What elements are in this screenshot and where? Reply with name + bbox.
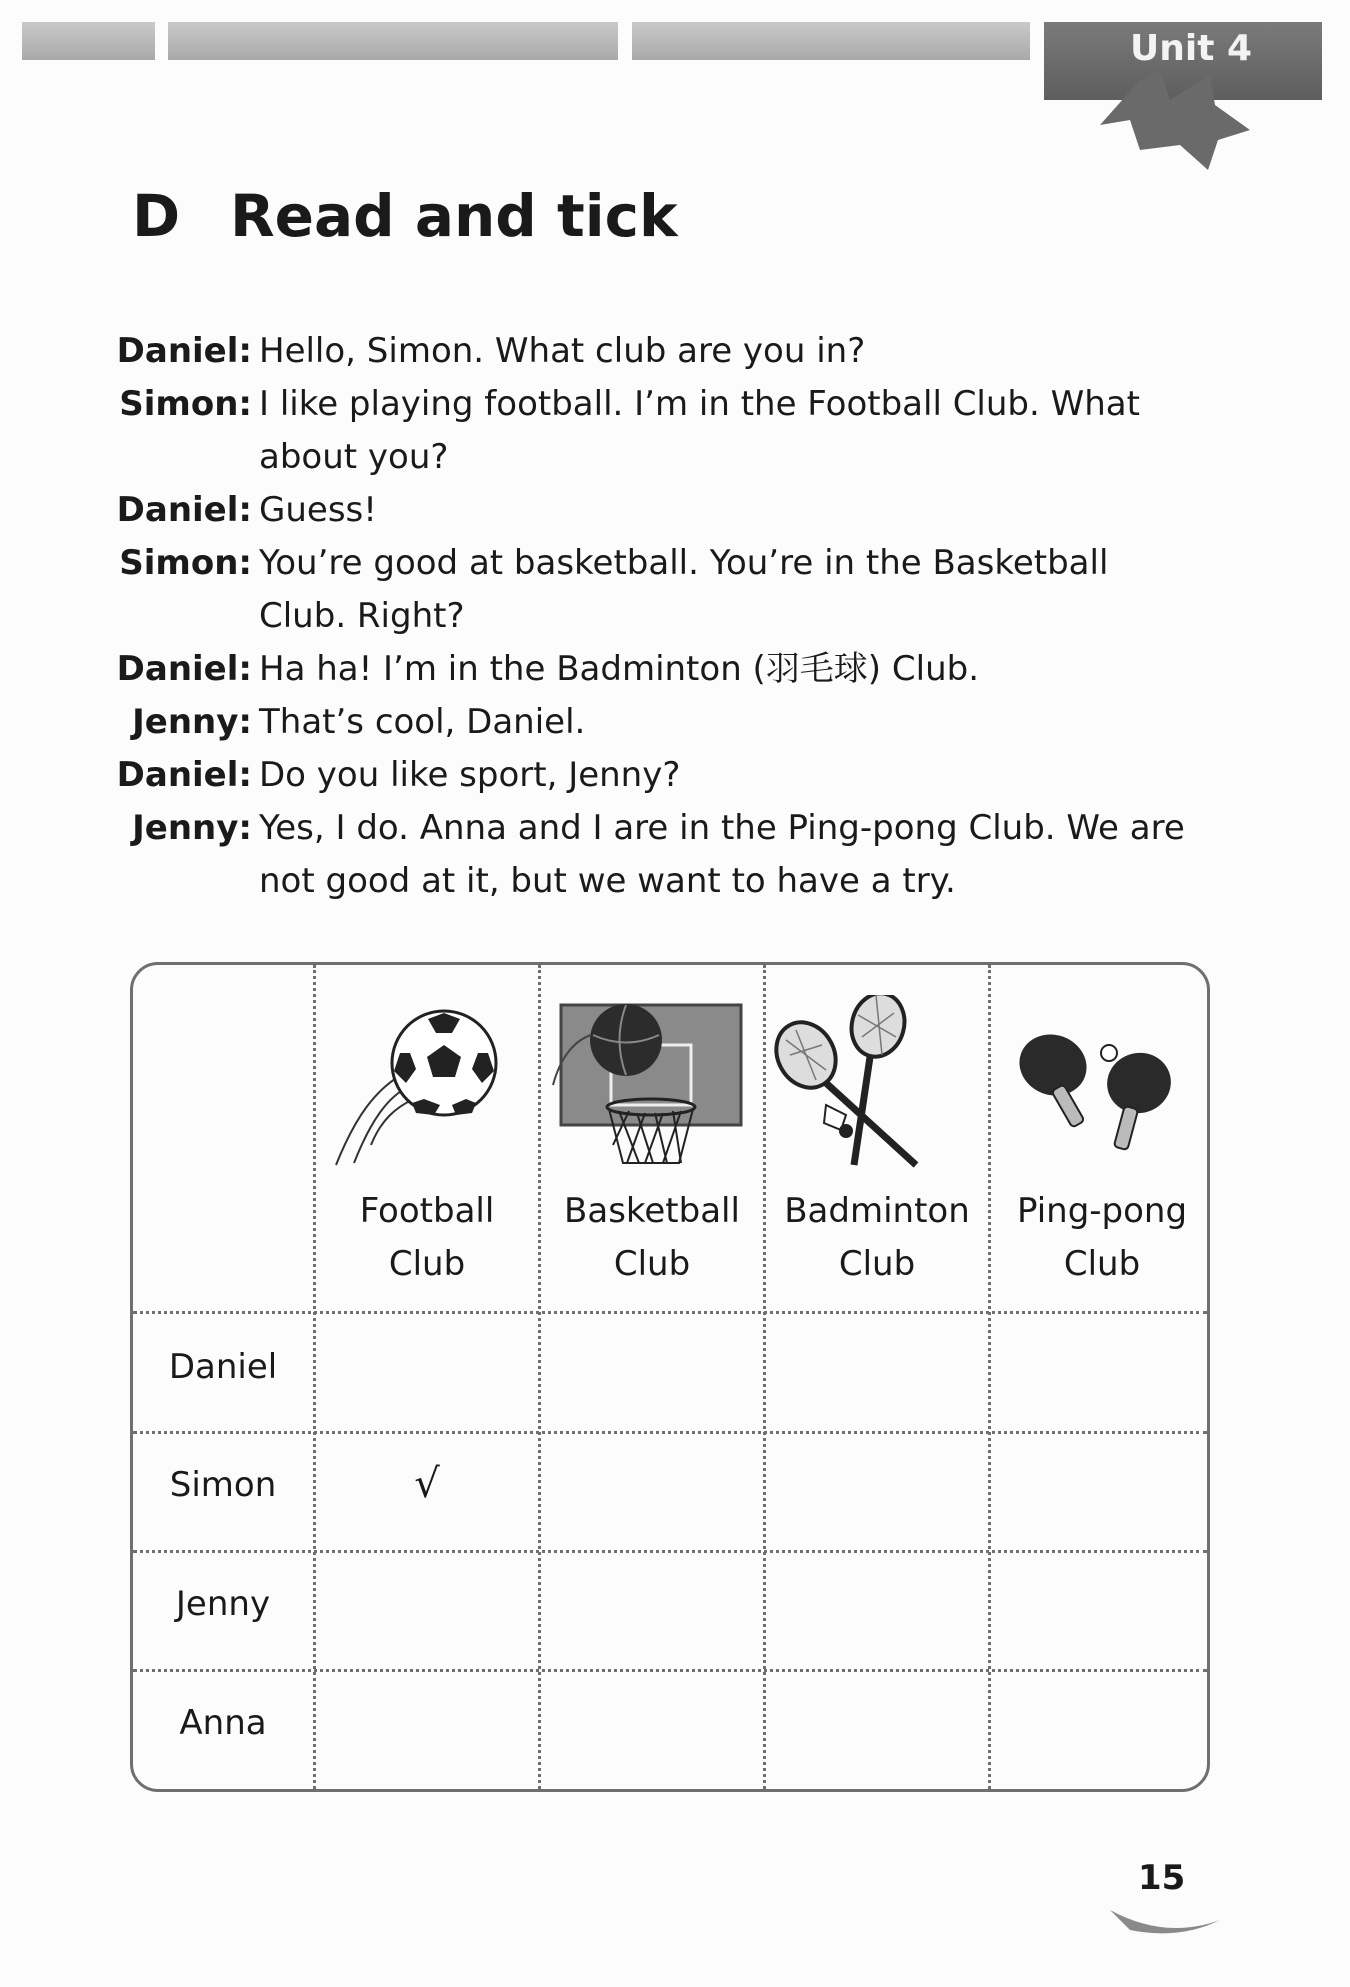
club-label [991, 1185, 1210, 1291]
speech: Do you like sport, Jenny? [259, 755, 681, 795]
dialogue-line [0, 696, 1350, 749]
row-divider [133, 1550, 1207, 1553]
club-name: Football [359, 1191, 495, 1231]
speech: Yes, I do. Anna and I are in the Ping-pong Club. We are [259, 808, 1185, 848]
dialogue-line [0, 749, 1350, 802]
club-header-badminton [766, 965, 988, 1311]
ping-pong-icon [991, 995, 1210, 1175]
dialogue-line [0, 325, 1350, 378]
basketball-icon [541, 995, 763, 1175]
club-name: Badminton [784, 1191, 970, 1231]
row-name-anna: Anna [179, 1703, 267, 1743]
speaker: Jenny: [132, 702, 252, 742]
club-suffix: Club [1063, 1244, 1141, 1284]
row-divider [133, 1311, 1207, 1314]
dialogue-line [0, 590, 1350, 643]
speaker: Jenny: [132, 808, 252, 848]
dialogue-line [0, 802, 1350, 855]
speech: That’s cool, Daniel. [259, 702, 586, 742]
dialogue-line [0, 431, 1350, 484]
club-suffix: Club [388, 1244, 466, 1284]
header-band [632, 22, 1030, 60]
club-header-basketball [541, 965, 763, 1311]
unit-label: Unit 4 [1130, 28, 1252, 69]
dialogue-line [0, 537, 1350, 590]
speech: not good at it, but we want to have a try. [259, 861, 956, 901]
club-header-ping-pong [991, 965, 1210, 1311]
speaker: Simon: [119, 384, 252, 424]
club-name: Ping-pong [1016, 1191, 1188, 1231]
badminton-icon [766, 995, 988, 1175]
football-icon [316, 995, 538, 1175]
speech: Ha ha! I’m in the Badminton (羽毛球) Club. [259, 649, 980, 689]
speech: Guess! [259, 490, 377, 530]
header-band [22, 22, 155, 60]
page-number: 15 [1138, 1858, 1186, 1898]
tick-mark: √ [414, 1461, 440, 1507]
speech: about you? [259, 437, 449, 477]
tick-table [130, 962, 1210, 1792]
leaf-decoration-icon [1100, 70, 1260, 180]
dialogue-line [0, 378, 1350, 431]
section-letter: D [132, 182, 181, 250]
club-name: Basketball [564, 1191, 740, 1231]
club-label [316, 1185, 538, 1291]
dialogue-line [0, 484, 1350, 537]
speaker: Daniel: [116, 649, 252, 689]
speaker: Daniel: [116, 490, 252, 530]
speech: You’re good at basketball. You’re in the Basketball [259, 543, 1109, 583]
row-divider [133, 1669, 1207, 1672]
speech: Hello, Simon. What club are you in? [259, 331, 866, 371]
club-header-football [316, 965, 538, 1311]
speaker: Daniel: [116, 755, 252, 795]
speaker: Simon: [119, 543, 252, 583]
club-label [766, 1185, 988, 1291]
speech: I like playing football. I’m in the Football Club. What [259, 384, 1140, 424]
row-divider [133, 1431, 1207, 1434]
speech: Club. Right? [259, 596, 465, 636]
club-suffix: Club [613, 1244, 691, 1284]
dialogue-line [0, 643, 1350, 696]
page-swoosh-icon [1110, 1900, 1220, 1940]
section-title: Read and tick [230, 182, 678, 250]
club-suffix: Club [838, 1244, 916, 1284]
row-name-simon: Simon [169, 1465, 277, 1505]
dialogue-line [0, 855, 1350, 908]
header-band [168, 22, 618, 60]
row-name-daniel: Daniel [168, 1347, 278, 1387]
club-label [541, 1185, 763, 1291]
speaker: Daniel: [116, 331, 252, 371]
row-name-jenny: Jenny [175, 1584, 271, 1624]
dialogue [0, 325, 1350, 908]
